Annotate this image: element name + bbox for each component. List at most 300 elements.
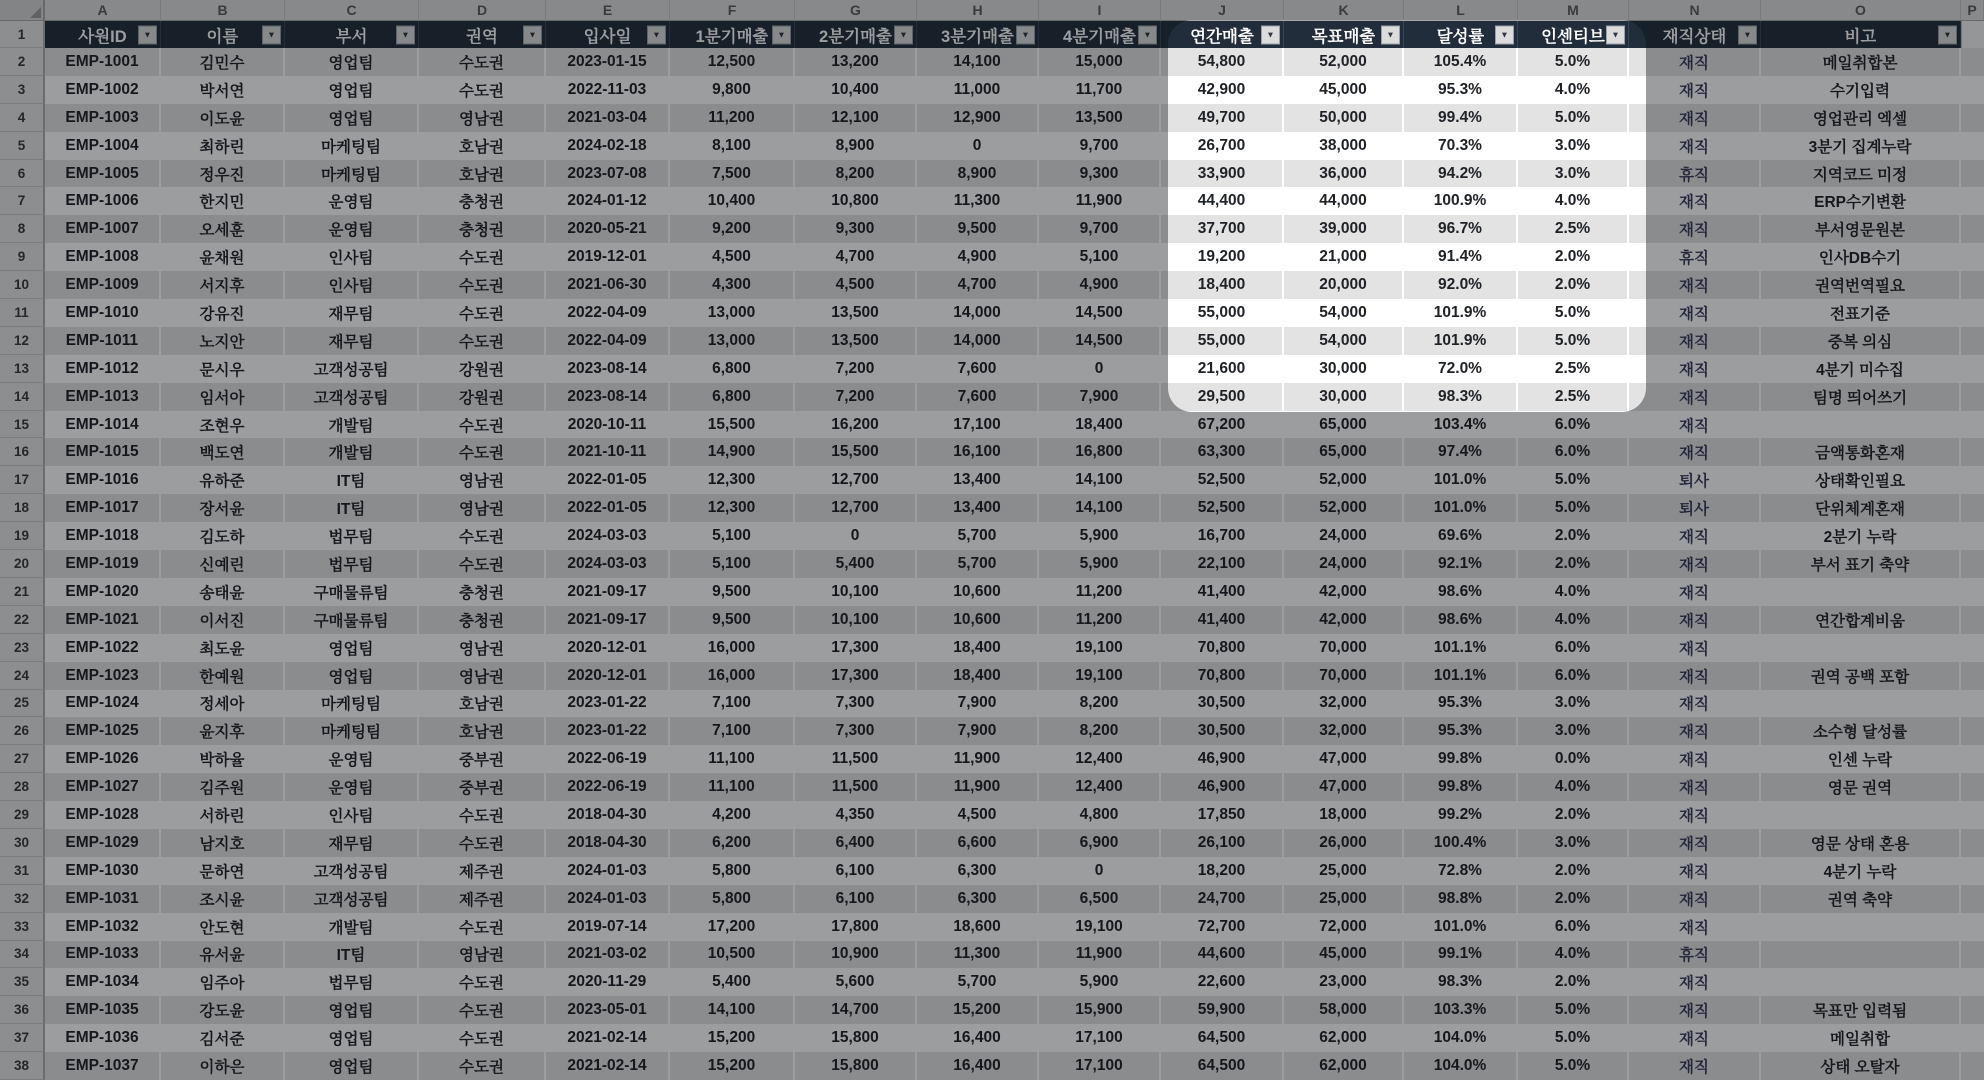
table-cell[interactable]: 22,100: [1161, 550, 1284, 578]
table-cell[interactable]: 12,300: [670, 494, 795, 522]
table-cell[interactable]: 재직: [1629, 690, 1761, 718]
table-cell[interactable]: 9,800: [670, 76, 795, 104]
table-cell[interactable]: 김주원: [161, 773, 285, 801]
table-cell[interactable]: 16,200: [795, 411, 917, 439]
table-cell[interactable]: 7,100: [670, 717, 795, 745]
table-cell-empty[interactable]: [1961, 773, 1984, 801]
row-number[interactable]: 12: [0, 327, 45, 355]
table-cell[interactable]: 42,900: [1161, 76, 1284, 104]
table-cell[interactable]: 수도권: [419, 550, 546, 578]
table-cell-empty[interactable]: [1961, 662, 1984, 690]
table-cell[interactable]: EMP-1012: [45, 355, 161, 383]
table-cell[interactable]: 45,000: [1284, 941, 1404, 969]
table-cell[interactable]: 6.0%: [1518, 662, 1629, 690]
table-cell[interactable]: 12,100: [795, 104, 917, 132]
table-cell[interactable]: 인사팀: [285, 243, 419, 271]
table-cell[interactable]: 재직: [1629, 48, 1761, 76]
table-cell[interactable]: EMP-1013: [45, 383, 161, 411]
table-cell[interactable]: 인사팀: [285, 271, 419, 299]
table-cell[interactable]: 14,000: [917, 327, 1039, 355]
table-cell[interactable]: 영남권: [419, 634, 546, 662]
table-cell-empty[interactable]: [1961, 829, 1984, 857]
table-cell[interactable]: [1761, 578, 1961, 606]
table-cell[interactable]: 18,200: [1161, 857, 1284, 885]
table-cell[interactable]: 18,000: [1284, 801, 1404, 829]
table-cell[interactable]: 63,300: [1161, 438, 1284, 466]
table-cell[interactable]: 99.2%: [1404, 801, 1518, 829]
table-cell[interactable]: 2020-10-11: [546, 411, 670, 439]
row-number[interactable]: 7: [0, 187, 45, 215]
table-cell-empty[interactable]: [1961, 885, 1984, 913]
table-cell[interactable]: 13,500: [795, 327, 917, 355]
table-cell[interactable]: 26,100: [1161, 829, 1284, 857]
table-cell[interactable]: 11,500: [795, 745, 917, 773]
row-number[interactable]: 31: [0, 857, 45, 885]
table-cell[interactable]: 4.0%: [1518, 76, 1629, 104]
table-cell-empty[interactable]: [1961, 299, 1984, 327]
table-cell[interactable]: 0: [1039, 355, 1161, 383]
table-cell[interactable]: 퇴사: [1629, 466, 1761, 494]
table-cell[interactable]: 26,000: [1284, 829, 1404, 857]
table-cell[interactable]: 한지민: [161, 187, 285, 215]
table-cell[interactable]: 구매물류팀: [285, 606, 419, 634]
table-cell[interactable]: 중부권: [419, 745, 546, 773]
table-cell[interactable]: 17,300: [795, 662, 917, 690]
table-cell[interactable]: 44,600: [1161, 941, 1284, 969]
table-cell-empty[interactable]: [1961, 187, 1984, 215]
table-cell[interactable]: 5.0%: [1518, 996, 1629, 1024]
table-cell-empty[interactable]: [1961, 438, 1984, 466]
table-cell[interactable]: 2.0%: [1518, 243, 1629, 271]
table-cell-empty[interactable]: [1961, 690, 1984, 718]
table-cell[interactable]: 99.8%: [1404, 745, 1518, 773]
table-cell[interactable]: 15,800: [795, 1052, 917, 1080]
table-cell[interactable]: 2.0%: [1518, 550, 1629, 578]
table-cell[interactable]: 5,700: [917, 550, 1039, 578]
table-cell-empty[interactable]: [1961, 522, 1984, 550]
table-cell[interactable]: 금액통화혼재: [1761, 438, 1961, 466]
table-cell[interactable]: 유서윤: [161, 941, 285, 969]
table-cell[interactable]: 5,100: [670, 522, 795, 550]
table-cell[interactable]: 11,300: [917, 941, 1039, 969]
table-cell-empty[interactable]: [1961, 717, 1984, 745]
table-cell[interactable]: 12,500: [670, 48, 795, 76]
column-letter-P[interactable]: P: [1961, 0, 1984, 21]
table-cell[interactable]: 103.3%: [1404, 996, 1518, 1024]
table-cell[interactable]: 7,600: [917, 383, 1039, 411]
table-cell[interactable]: EMP-1018: [45, 522, 161, 550]
table-cell[interactable]: 충청권: [419, 187, 546, 215]
table-cell[interactable]: 4,200: [670, 801, 795, 829]
table-cell-empty[interactable]: [1961, 411, 1984, 439]
table-cell[interactable]: 지역코드 미정: [1761, 160, 1961, 188]
table-cell[interactable]: 법무팀: [285, 522, 419, 550]
table-cell[interactable]: 영문 상태 혼용: [1761, 829, 1961, 857]
table-cell[interactable]: 메일취합본: [1761, 48, 1961, 76]
table-cell[interactable]: 2.0%: [1518, 522, 1629, 550]
table-cell[interactable]: 재직: [1629, 578, 1761, 606]
table-cell[interactable]: 장서윤: [161, 494, 285, 522]
table-cell[interactable]: 2.5%: [1518, 355, 1629, 383]
table-cell[interactable]: 16,000: [670, 634, 795, 662]
table-cell[interactable]: 마케팅팀: [285, 690, 419, 718]
table-cell[interactable]: 2021-03-02: [546, 941, 670, 969]
table-cell[interactable]: 6,600: [917, 829, 1039, 857]
table-cell[interactable]: 2020-12-01: [546, 662, 670, 690]
table-cell[interactable]: 100.4%: [1404, 829, 1518, 857]
table-cell[interactable]: 7,300: [795, 717, 917, 745]
table-cell[interactable]: 4분기 미수집: [1761, 355, 1961, 383]
table-cell[interactable]: 수도권: [419, 996, 546, 1024]
table-cell[interactable]: 김도하: [161, 522, 285, 550]
table-cell[interactable]: 송태윤: [161, 578, 285, 606]
table-cell[interactable]: 11,300: [917, 187, 1039, 215]
table-cell[interactable]: 72,700: [1161, 913, 1284, 941]
table-cell[interactable]: 7,900: [917, 717, 1039, 745]
table-cell[interactable]: 고객성공팀: [285, 857, 419, 885]
table-cell[interactable]: 92.0%: [1404, 271, 1518, 299]
table-cell[interactable]: 영업팀: [285, 76, 419, 104]
table-cell[interactable]: 영남권: [419, 662, 546, 690]
table-cell[interactable]: 2024-01-12: [546, 187, 670, 215]
table-cell[interactable]: 안도현: [161, 913, 285, 941]
table-cell[interactable]: 0: [795, 522, 917, 550]
table-cell[interactable]: 노지안: [161, 327, 285, 355]
table-cell[interactable]: 101.0%: [1404, 913, 1518, 941]
table-cell[interactable]: 강원권: [419, 355, 546, 383]
table-cell[interactable]: 101.9%: [1404, 327, 1518, 355]
table-cell[interactable]: 2023-05-01: [546, 996, 670, 1024]
table-cell[interactable]: 19,200: [1161, 243, 1284, 271]
table-cell[interactable]: 10,100: [795, 578, 917, 606]
table-cell[interactable]: 6,400: [795, 829, 917, 857]
table-cell[interactable]: 영업팀: [285, 1024, 419, 1052]
table-cell[interactable]: 재직: [1629, 996, 1761, 1024]
table-cell[interactable]: 2021-09-17: [546, 578, 670, 606]
table-cell[interactable]: 임주아: [161, 968, 285, 996]
row-number[interactable]: 10: [0, 271, 45, 299]
filter-dropdown-button[interactable]: ▼: [772, 25, 791, 44]
table-cell[interactable]: 메일취합: [1761, 1024, 1961, 1052]
table-cell-empty[interactable]: [1961, 1052, 1984, 1080]
table-cell[interactable]: 2024-01-03: [546, 857, 670, 885]
table-cell[interactable]: 조시윤: [161, 885, 285, 913]
table-cell[interactable]: 6.0%: [1518, 438, 1629, 466]
table-cell[interactable]: 98.6%: [1404, 578, 1518, 606]
table-cell[interactable]: EMP-1002: [45, 76, 161, 104]
table-cell[interactable]: 72.0%: [1404, 355, 1518, 383]
table-cell[interactable]: 8,900: [795, 132, 917, 160]
table-cell[interactable]: 24,000: [1284, 550, 1404, 578]
row-number[interactable]: 13: [0, 355, 45, 383]
table-cell[interactable]: 9,500: [670, 606, 795, 634]
table-cell[interactable]: 16,400: [917, 1052, 1039, 1080]
table-cell[interactable]: 재직: [1629, 132, 1761, 160]
filter-dropdown-button[interactable]: ▼: [523, 25, 542, 44]
table-cell[interactable]: 강원권: [419, 383, 546, 411]
table-cell[interactable]: [1761, 690, 1961, 718]
table-cell[interactable]: 5,900: [1039, 550, 1161, 578]
table-cell[interactable]: 42,000: [1284, 606, 1404, 634]
table-cell[interactable]: 5,700: [917, 522, 1039, 550]
table-cell[interactable]: 70.3%: [1404, 132, 1518, 160]
table-cell[interactable]: 2.0%: [1518, 885, 1629, 913]
table-cell[interactable]: 5,400: [795, 550, 917, 578]
table-cell[interactable]: 9,500: [917, 215, 1039, 243]
table-cell[interactable]: 101.0%: [1404, 494, 1518, 522]
table-cell-empty[interactable]: [1961, 271, 1984, 299]
row-number[interactable]: 26: [0, 717, 45, 745]
table-cell[interactable]: 26,700: [1161, 132, 1284, 160]
table-cell[interactable]: 8,200: [795, 160, 917, 188]
table-cell[interactable]: 충청권: [419, 578, 546, 606]
row-number[interactable]: 20: [0, 550, 45, 578]
table-cell[interactable]: EMP-1007: [45, 215, 161, 243]
row-number[interactable]: 2: [0, 48, 45, 76]
table-cell[interactable]: 17,200: [670, 913, 795, 941]
column-letter-C[interactable]: C: [285, 0, 419, 21]
table-cell[interactable]: 수도권: [419, 913, 546, 941]
filter-dropdown-button[interactable]: ▼: [262, 25, 281, 44]
table-cell-empty[interactable]: [1961, 745, 1984, 773]
table-cell[interactable]: 6,200: [670, 829, 795, 857]
table-cell[interactable]: 13,000: [670, 327, 795, 355]
table-cell[interactable]: 14,100: [670, 996, 795, 1024]
table-cell[interactable]: 7,300: [795, 690, 917, 718]
table-cell[interactable]: 12,900: [917, 104, 1039, 132]
table-cell[interactable]: 수도권: [419, 438, 546, 466]
table-cell[interactable]: 37,700: [1161, 215, 1284, 243]
table-cell[interactable]: 47,000: [1284, 745, 1404, 773]
table-cell[interactable]: 2022-06-19: [546, 773, 670, 801]
table-cell[interactable]: 영업팀: [285, 48, 419, 76]
table-cell[interactable]: 4,300: [670, 271, 795, 299]
column-letter-O[interactable]: O: [1761, 0, 1961, 21]
table-cell[interactable]: 65,000: [1284, 411, 1404, 439]
table-cell[interactable]: 8,900: [917, 160, 1039, 188]
table-cell[interactable]: 개발팀: [285, 913, 419, 941]
table-cell[interactable]: [1761, 634, 1961, 662]
table-cell[interactable]: 24,000: [1284, 522, 1404, 550]
table-cell[interactable]: 영업관리 엑셀: [1761, 104, 1961, 132]
row-number[interactable]: 15: [0, 411, 45, 439]
column-letter-J[interactable]: J: [1161, 0, 1284, 21]
table-cell[interactable]: 수도권: [419, 76, 546, 104]
table-cell[interactable]: 수도권: [419, 522, 546, 550]
table-cell[interactable]: 법무팀: [285, 550, 419, 578]
table-cell[interactable]: 12,400: [1039, 745, 1161, 773]
table-cell[interactable]: 21,600: [1161, 355, 1284, 383]
table-cell[interactable]: 2022-11-03: [546, 76, 670, 104]
table-cell[interactable]: 15,800: [795, 1024, 917, 1052]
table-cell[interactable]: EMP-1031: [45, 885, 161, 913]
table-cell-empty[interactable]: [1961, 913, 1984, 941]
table-cell[interactable]: 46,900: [1161, 745, 1284, 773]
table-cell[interactable]: 부서영문원본: [1761, 215, 1961, 243]
table-cell[interactable]: EMP-1014: [45, 411, 161, 439]
table-cell[interactable]: 2.0%: [1518, 271, 1629, 299]
table-cell[interactable]: 영업팀: [285, 996, 419, 1024]
table-cell[interactable]: 재직: [1629, 913, 1761, 941]
table-cell[interactable]: 5.0%: [1518, 299, 1629, 327]
table-cell[interactable]: [1761, 913, 1961, 941]
table-cell[interactable]: 12,700: [795, 494, 917, 522]
table-cell[interactable]: 96.7%: [1404, 215, 1518, 243]
table-cell[interactable]: 5.0%: [1518, 466, 1629, 494]
table-cell[interactable]: 47,000: [1284, 773, 1404, 801]
table-cell[interactable]: 4,700: [917, 271, 1039, 299]
table-cell[interactable]: 10,500: [670, 941, 795, 969]
table-cell[interactable]: 7,600: [917, 355, 1039, 383]
table-cell[interactable]: 재직: [1629, 215, 1761, 243]
table-cell[interactable]: 권역 공백 포함: [1761, 662, 1961, 690]
table-cell[interactable]: 16,000: [670, 662, 795, 690]
table-cell[interactable]: 99.4%: [1404, 104, 1518, 132]
table-cell[interactable]: 10,400: [670, 187, 795, 215]
table-cell[interactable]: 103.4%: [1404, 411, 1518, 439]
table-cell[interactable]: 재직: [1629, 857, 1761, 885]
table-cell[interactable]: 65,000: [1284, 438, 1404, 466]
table-cell[interactable]: 55,000: [1161, 327, 1284, 355]
column-letter-M[interactable]: M: [1518, 0, 1629, 21]
table-cell[interactable]: 11,500: [795, 773, 917, 801]
table-cell[interactable]: 호남권: [419, 690, 546, 718]
table-cell[interactable]: 정우진: [161, 160, 285, 188]
table-cell[interactable]: 재직: [1629, 717, 1761, 745]
table-cell[interactable]: 62,000: [1284, 1052, 1404, 1080]
table-cell[interactable]: 3.0%: [1518, 690, 1629, 718]
table-cell[interactable]: EMP-1010: [45, 299, 161, 327]
table-cell[interactable]: 101.1%: [1404, 662, 1518, 690]
table-cell[interactable]: 18,400: [917, 662, 1039, 690]
table-cell[interactable]: 5.0%: [1518, 1052, 1629, 1080]
table-cell[interactable]: 5,600: [795, 968, 917, 996]
table-cell[interactable]: 2019-12-01: [546, 243, 670, 271]
column-letter-E[interactable]: E: [546, 0, 670, 21]
table-cell[interactable]: 15,500: [670, 411, 795, 439]
table-cell[interactable]: 17,100: [1039, 1052, 1161, 1080]
table-cell[interactable]: 개발팀: [285, 438, 419, 466]
table-cell[interactable]: 54,000: [1284, 299, 1404, 327]
table-cell[interactable]: 휴직: [1629, 941, 1761, 969]
table-cell[interactable]: 문하연: [161, 857, 285, 885]
table-cell[interactable]: 2021-06-30: [546, 271, 670, 299]
table-cell-empty[interactable]: [1961, 550, 1984, 578]
table-cell[interactable]: EMP-1030: [45, 857, 161, 885]
table-cell[interactable]: 2024-03-03: [546, 522, 670, 550]
row-number[interactable]: 22: [0, 606, 45, 634]
table-cell[interactable]: 4,800: [1039, 801, 1161, 829]
column-letter-D[interactable]: D: [419, 0, 546, 21]
table-cell[interactable]: 18,400: [917, 634, 1039, 662]
table-cell[interactable]: 임서아: [161, 383, 285, 411]
table-cell[interactable]: 94.2%: [1404, 160, 1518, 188]
table-cell[interactable]: 72.8%: [1404, 857, 1518, 885]
table-cell[interactable]: 15,200: [917, 996, 1039, 1024]
table-cell[interactable]: 17,100: [917, 411, 1039, 439]
table-cell[interactable]: 2018-04-30: [546, 829, 670, 857]
table-cell[interactable]: 6,300: [917, 885, 1039, 913]
table-cell[interactable]: 고객성공팀: [285, 355, 419, 383]
table-cell[interactable]: 17,300: [795, 634, 917, 662]
table-cell[interactable]: [1761, 941, 1961, 969]
table-cell[interactable]: 54,000: [1284, 327, 1404, 355]
table-cell[interactable]: 2023-01-22: [546, 717, 670, 745]
table-cell[interactable]: 정세아: [161, 690, 285, 718]
table-cell[interactable]: 16,700: [1161, 522, 1284, 550]
table-cell[interactable]: 58,000: [1284, 996, 1404, 1024]
table-cell[interactable]: 수도권: [419, 829, 546, 857]
table-cell[interactable]: 소수형 달성률: [1761, 717, 1961, 745]
table-cell-empty[interactable]: [1961, 243, 1984, 271]
table-cell[interactable]: 11,100: [670, 773, 795, 801]
table-cell[interactable]: 101.1%: [1404, 634, 1518, 662]
table-cell[interactable]: 재직: [1629, 1024, 1761, 1052]
table-cell[interactable]: 2023-01-15: [546, 48, 670, 76]
table-cell[interactable]: 재직: [1629, 104, 1761, 132]
table-cell[interactable]: 수도권: [419, 1024, 546, 1052]
row-number[interactable]: 35: [0, 968, 45, 996]
table-cell[interactable]: 10,600: [917, 578, 1039, 606]
row-number[interactable]: 37: [0, 1024, 45, 1052]
table-cell[interactable]: 4,500: [917, 801, 1039, 829]
table-cell[interactable]: EMP-1005: [45, 160, 161, 188]
table-cell[interactable]: 33,900: [1161, 160, 1284, 188]
table-cell[interactable]: 9,700: [1039, 215, 1161, 243]
table-cell[interactable]: 권역 축약: [1761, 885, 1961, 913]
table-cell[interactable]: 충청권: [419, 215, 546, 243]
table-cell[interactable]: 재무팀: [285, 299, 419, 327]
table-cell[interactable]: 2022-04-09: [546, 327, 670, 355]
table-cell[interactable]: 29,500: [1161, 383, 1284, 411]
table-cell[interactable]: 목표만 입력됨: [1761, 996, 1961, 1024]
table-cell[interactable]: 수도권: [419, 243, 546, 271]
table-cell[interactable]: 5,400: [670, 968, 795, 996]
table-cell[interactable]: EMP-1019: [45, 550, 161, 578]
table-cell[interactable]: 2021-09-17: [546, 606, 670, 634]
table-cell[interactable]: 49,700: [1161, 104, 1284, 132]
table-cell[interactable]: 재직: [1629, 438, 1761, 466]
table-cell[interactable]: 15,500: [795, 438, 917, 466]
table-cell[interactable]: 마케팅팀: [285, 160, 419, 188]
table-cell[interactable]: 4.0%: [1518, 773, 1629, 801]
table-cell[interactable]: 유하준: [161, 466, 285, 494]
select-all-button[interactable]: [0, 0, 45, 21]
filter-dropdown-button[interactable]: ▼: [1381, 25, 1400, 44]
table-cell[interactable]: 7,900: [1039, 383, 1161, 411]
table-cell[interactable]: 영남권: [419, 104, 546, 132]
table-cell[interactable]: EMP-1003: [45, 104, 161, 132]
table-cell[interactable]: 전표기준: [1761, 299, 1961, 327]
table-cell[interactable]: 수도권: [419, 968, 546, 996]
table-cell[interactable]: 2.0%: [1518, 801, 1629, 829]
table-cell[interactable]: EMP-1006: [45, 187, 161, 215]
table-cell[interactable]: 5,900: [1039, 522, 1161, 550]
table-cell-empty[interactable]: [1961, 327, 1984, 355]
table-cell[interactable]: 2020-05-21: [546, 215, 670, 243]
filter-dropdown-button[interactable]: ▼: [1606, 25, 1625, 44]
table-cell[interactable]: 고객성공팀: [285, 383, 419, 411]
table-cell[interactable]: EMP-1015: [45, 438, 161, 466]
table-cell[interactable]: 수도권: [419, 48, 546, 76]
table-cell[interactable]: 104.0%: [1404, 1024, 1518, 1052]
column-letter-F[interactable]: F: [670, 0, 795, 21]
table-cell[interactable]: 2023-07-08: [546, 160, 670, 188]
table-cell[interactable]: 10,800: [795, 187, 917, 215]
table-cell[interactable]: 인센 누락: [1761, 745, 1961, 773]
table-cell[interactable]: 호남권: [419, 160, 546, 188]
table-cell[interactable]: 9,300: [795, 215, 917, 243]
